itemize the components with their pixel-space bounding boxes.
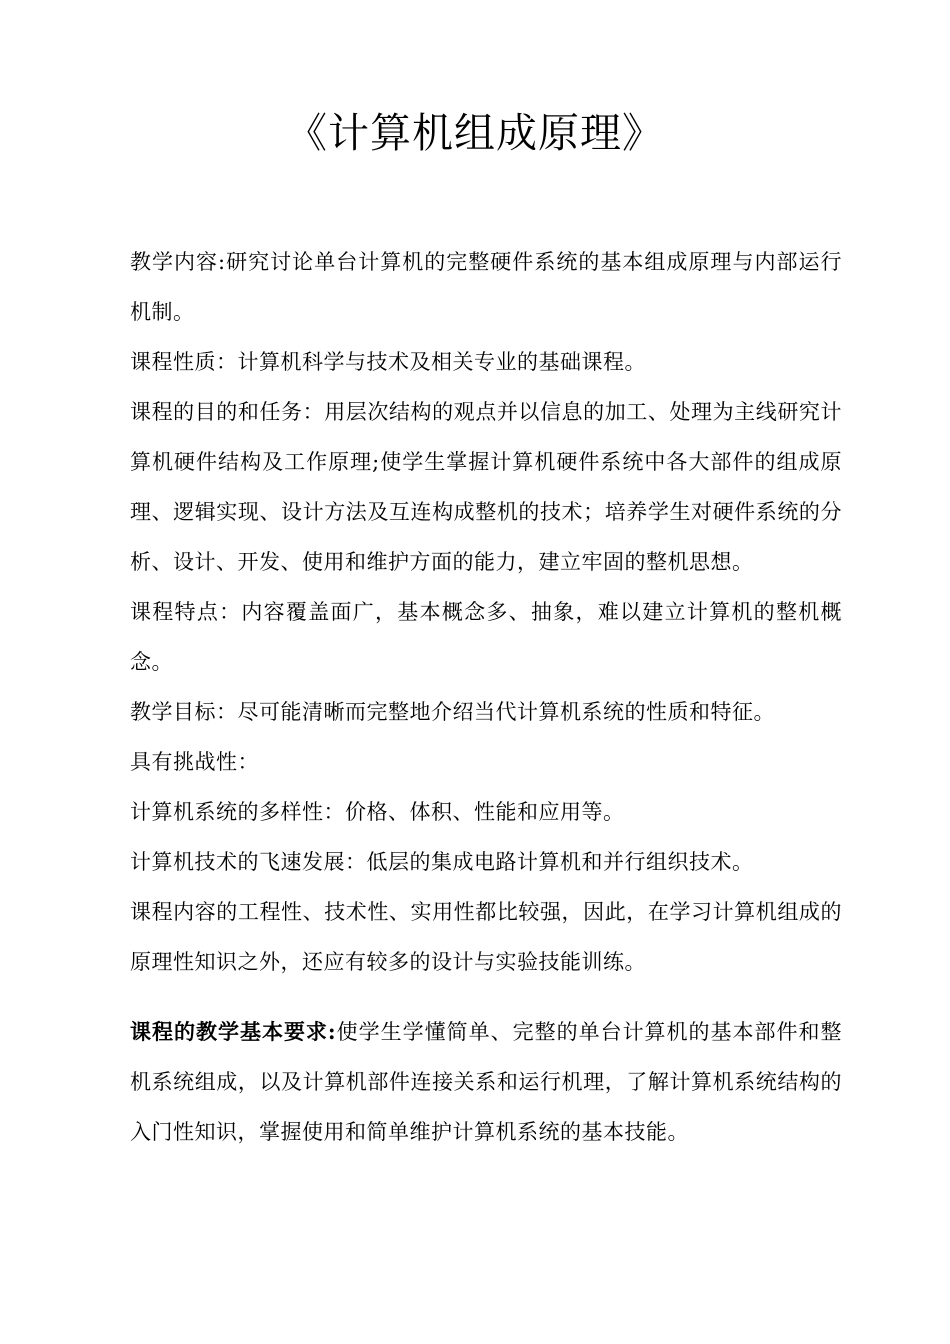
paragraph-spacer — [130, 987, 842, 1007]
paragraph-course-features: 课程特点：内容覆盖面广，基本概念多、抽象，难以建立计算机的整机概念。 — [130, 600, 842, 674]
document-title: 《计算机组成原理》 — [286, 109, 664, 157]
paragraph-requirements — [130, 1007, 842, 1157]
requirements-text: 使学生学懂简单、完整的单台计算机的基本部件和整机系统组成，以及计算机部件连接关系和运行机理，了解计算机系统结构的入门性知识，掌握使用和简单维护计算机系统的基本技能。 — [130, 1020, 842, 1144]
paragraph-course-goal: 课程的目的和任务：用层次结构的观点并以信息的加工、处理为主线研究计算机硬件结构及工作原理;使学生掌握计算机硬件系统中各大部件的组成原理、逻辑实现、设计方法及互连构成整机的技术；培养学生对硬件系统的分析、设计、开发、使用和维护方面的能力，建立牢固的整机思想。 — [130, 400, 842, 574]
paragraph-teaching-content: 教学内容:研究讨论单台计算机的完整硬件系统的基本组成原理与内部运行机制。 — [130, 250, 842, 324]
paragraph-challenging: 具有挑战性： — [130, 750, 259, 774]
paragraph-engineering: 课程内容的工程性、技术性、实用性都比较强，因此，在学习计算机组成的原理性知识之外，还应有较多的设计与实验技能训练。 — [130, 900, 842, 974]
paragraph-teaching-objective: 教学目标：尽可能清晰而完整地介绍当代计算机系统的性质和特征。 — [130, 700, 775, 724]
requirements-label: 课程的教学基本要求: — [130, 1019, 337, 1044]
paragraph-course-nature: 课程性质：计算机科学与技术及相关专业的基础课程。 — [130, 350, 646, 374]
paragraph-diversity: 计算机系统的多样性：价格、体积、性能和应用等。 — [130, 800, 625, 824]
paragraph-rapid-development: 计算机技术的飞速发展：低层的集成电路计算机和并行组织技术。 — [130, 850, 754, 874]
document-body — [130, 237, 842, 1157]
